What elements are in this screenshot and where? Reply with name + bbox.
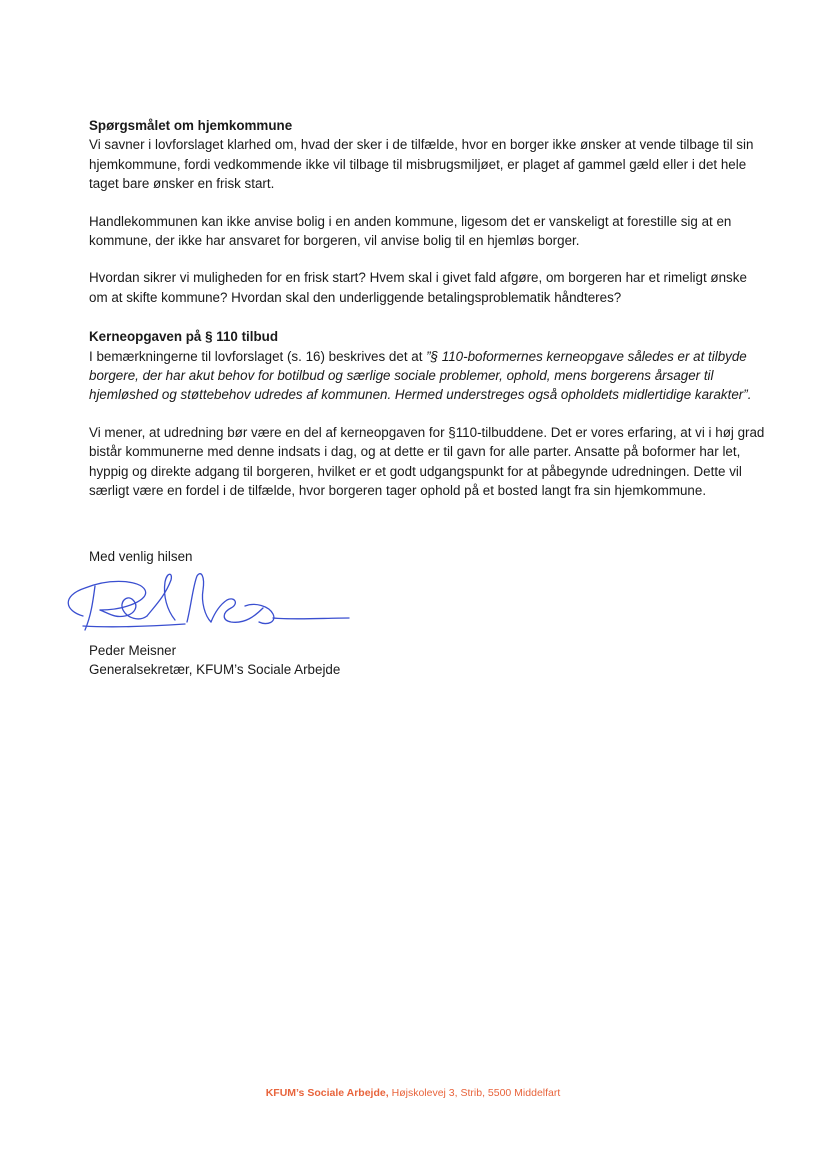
- footer-address: Højskolevej 3, Strib, 5500 Middelfart: [391, 1087, 561, 1099]
- paragraph: Vi mener, at udredning bør være en del af kerneopgaven for §110-tilbuddene. Det er vores erfaring, at vi i høj grad bistår kommunerne med denne indsats i dag, og at dette er til gavn for alle parter. Ansatte på boformer har let, hyppig og direkte adgang til borgeren, hvilket er et godt udgangspunkt for at påbegynde udredningen. Dette vil særligt være en fordel i de tilfælde, hvor borgeren tager ophold på et bosted langt fra sin hjemkommune.: [89, 424, 765, 499]
- section-hjemkommune: [89, 116, 769, 194]
- paragraph: Hvordan sikrer vi muligheden for en frisk start? Hvem skal i givet fald afgøre, om borgeren har et rimeligt ønske om at skifte kommune? Hvordan skal den underliggende betalingsproblematik håndteres?: [89, 270, 747, 305]
- greeting: Med venlig hilsen: [89, 549, 193, 564]
- section-paragraph: [89, 423, 769, 501]
- handwritten-signature: [55, 566, 355, 638]
- paragraph-with-quote: [89, 347, 769, 405]
- signer-block: [89, 641, 340, 680]
- section-paragraph: [89, 212, 769, 251]
- section-heading: Spørgsmålet om hjemkommune: [89, 118, 293, 133]
- footer-organization: KFUM’s Sociale Arbejde,: [265, 1087, 389, 1099]
- paragraph: Vi savner i lovforslaget klarhed om, hvad der sker i de tilfælde, hvor en borger ikke ønsker at vende tilbage til sin hjemkommune, fordi vedkommende ikke vil tilbage til misbrugsmiljøet, er plaget af gammel gæld eller i det hele taget bare ønsker en frisk start.: [89, 137, 754, 192]
- section-paragraph: [89, 268, 769, 307]
- signer-title: Generalsekretær, KFUM’s Sociale Arbejde: [89, 662, 341, 678]
- paragraph: Handlekommunen kan ikke anvise bolig i en anden kommune, ligesom det er vanskeligt at forestille sig at en kommune, der ikke har ansvaret for borgeren, vil anvise bolig til en hjemløs borger.: [89, 213, 732, 249]
- quote-intro: I bemærkningerne til lovforslaget (s. 16) beskrives det at: [89, 348, 427, 364]
- section-kerneopgaven: [89, 327, 769, 405]
- signer-name: Peder Meisner: [89, 643, 177, 658]
- page-footer: [0, 1087, 826, 1099]
- letter-body: [89, 116, 769, 519]
- quoted-text: ”§ 110-boformernes kerneopgave således er at tilbyde borgere, der har akut behov for botilbud og særlige sociale problemer, ophold, mens borgerens årsager til hjemløshed og støttebehov udredes af kommunen. Hermed understreges også opholdets midlertidige karakter”.: [89, 348, 752, 403]
- section-heading: Kerneopgaven på § 110 tilbud: [89, 329, 279, 345]
